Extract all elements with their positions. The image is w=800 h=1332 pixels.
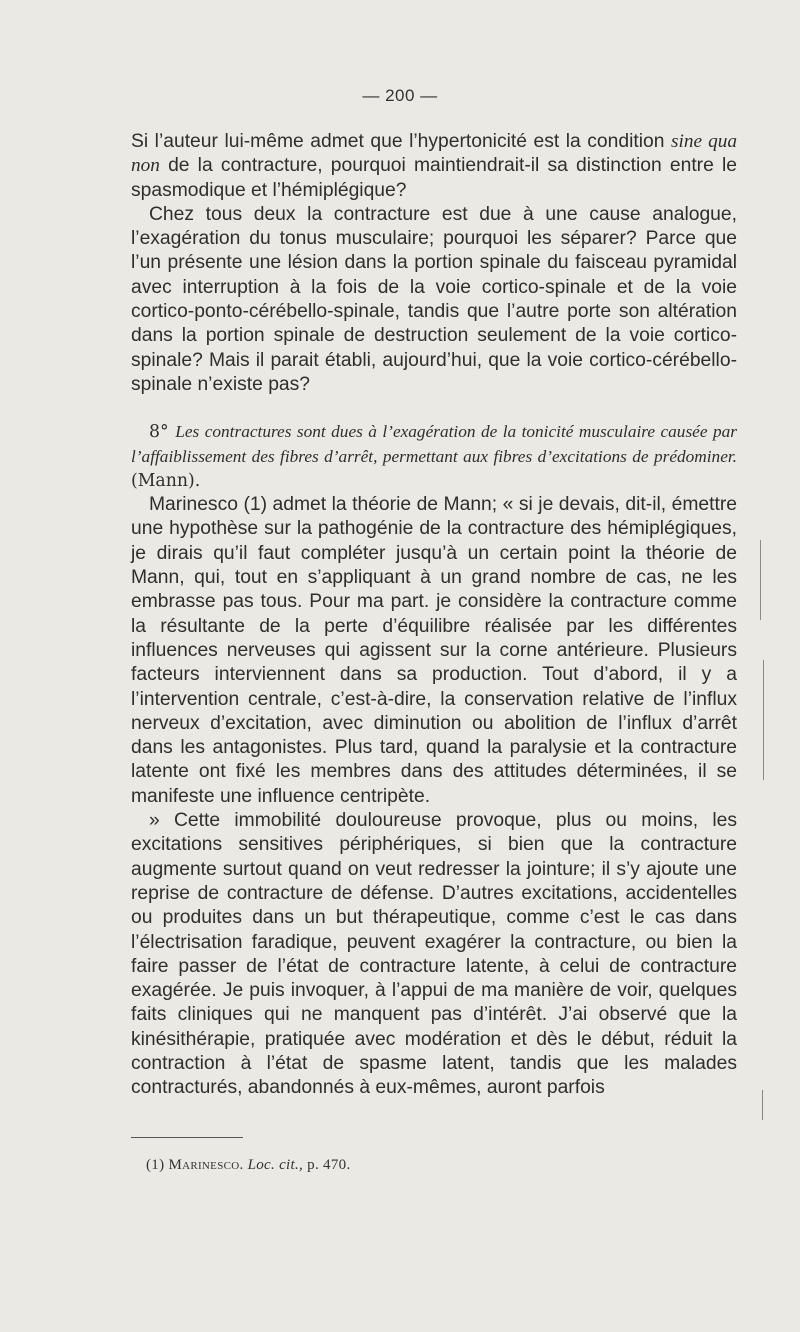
footnote-loc-cit: Loc. cit.,: [243, 1157, 304, 1173]
footnote-page: p. 470.: [303, 1157, 351, 1173]
footnote-divider: [131, 1137, 243, 1138]
section-attribution: (Mann).: [131, 470, 201, 491]
latin-phrase: sine qua non: [131, 131, 737, 177]
margin-pencil-mark: [763, 660, 764, 780]
paragraph-1: [131, 130, 737, 203]
margin-pencil-mark: [762, 1090, 763, 1120]
paragraph-1-text-b: de la contracture, pourquoi maintiendrait-il sa distinction entre le spasmodique et l’hémiplégique?: [131, 155, 737, 201]
paragraph-1-text-a: Si l’auteur lui-même admet que l’hypertonicité est la condition: [131, 131, 672, 152]
footnote-author: Marinesco.: [168, 1157, 244, 1173]
paragraph-4: Marinesco (1) admet la théorie de Mann; « si je devais, dit-il, émettre une hypothèse sur la pathogénie de la contracture des hémiplégiques, je dirais qu’il faut compléter jusqu’à un certain point la théorie de Mann, qui, tout en s’appliquant à un grand nombre de cas, ne les embrasse pas tous. Pour ma part. je considère la contracture comme la résultante de la perte d’équilibre réalisée par les différentes influences nerveuses qui agissent sur la corne antérieure. Plusieurs facteurs interviennent dans sa production. Tout d’abord, il y a l’intervention centrale, c’est-à-dire, la conservation relative de l’influx nerveux d’excitation, avec diminution ou abolition de l’influx d’arrêt dans les antagonistes. Plus tard, quand la paralysie et la contracture latente ont fixé les membres dans des attitudes déterminées, il se manifeste une influence centripète.: [131, 494, 737, 807]
footnote-number: (1): [146, 1157, 169, 1173]
footnote: [146, 1157, 351, 1174]
margin-pencil-mark: [760, 540, 761, 620]
section-title: Les contractures sont dues à l’exagération de la tonicité musculaire causée par l’affaiblissement des fibres d’arrêt, permettant aux fibres d’excitations de prédominer.: [131, 422, 737, 466]
page-number: — 200 —: [362, 86, 438, 105]
body-text: [131, 130, 737, 1101]
section-heading-8: [131, 420, 737, 493]
paragraph-5: » Cette immobilité douloureuse provoque, plus ou moins, les excitations sensitives périphériques, si bien que la contracture augmente surtout quand on veut redresser la jointure; il s’y ajoute une reprise de contracture de défense. D’autres excitations, accidentelles ou produites dans un but thérapeutique, comme c’est le cas dans l’électrisation faradique, peuvent exagérer la contracture, ou bien la faire passer de l’état de contracture latente, à celui de contracture exagérée. Je puis invoquer, à l’appui de ma manière de voir, quelques faits cliniques qui ne manquent pas d’intérêt. J’ai observé que la kinésithérapie, pratiquée avec modération et dès le début, réduit la contraction à l’état de spasme latent, tandis que les malades contracturés, abandonnés à eux-mêmes, auront parfois: [131, 810, 737, 1099]
paragraph-2: Chez tous deux la contracture est due à une cause analogue, l’exagération du tonus musculaire; pourquoi les séparer? Parce que l’un présente une lésion dans la portion spinale du faisceau pyramidal avec interruption à la fois de la voie cortico-spinale et de la voie cortico-ponto-cérébello-spinale, tandis que l’autre porte son altération dans la portion spinale de destruction seulement de la voie cortico-spinale? Mais il parait établi, aujourd’hui, que la voie cortico-cérébello-spinale n’existe pas?: [131, 203, 737, 395]
section-number: 8°: [149, 422, 176, 443]
